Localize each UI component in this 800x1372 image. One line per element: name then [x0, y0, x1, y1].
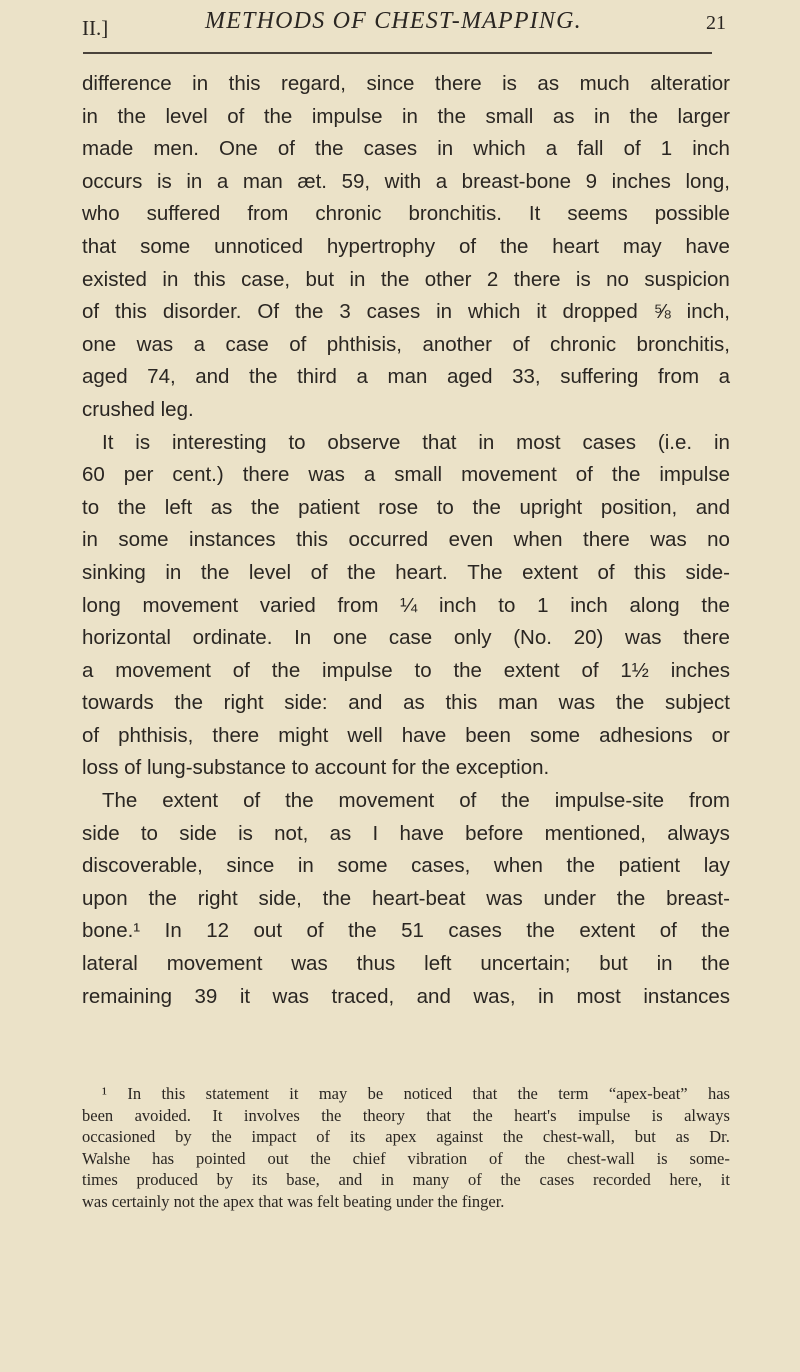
body-line: difference in this regard, since there is as much alteratior: [82, 72, 730, 95]
footnote-line: Walshe has pointed out the chief vibration of the chest-wall is some-: [82, 1148, 730, 1168]
body-line: remaining 39 it was traced, and was, in most instances: [82, 984, 730, 1008]
body-line: horizontal ordinate. In one case only (No. 20) was there: [82, 626, 730, 650]
body-line: occurs is in a man æt. 59, with a breast-bone 9 inches long,: [82, 169, 730, 193]
body-line: one was a case of phthisis, another of chronic bronchitis,: [82, 332, 730, 356]
body-text: [82, 68, 730, 1013]
body-line: in the level of the impulse in the small as in the larger: [82, 104, 730, 128]
body-line: lateral movement was thus left uncertain; but in the: [82, 952, 730, 976]
running-title: METHODS OF CHEST-MAPPING.: [205, 8, 582, 34]
body-line: long movement varied from ¼ inch to 1 inch along the: [82, 593, 730, 617]
body-line: who suffered from chronic bronchitis. It seems possible: [82, 202, 730, 226]
body-line: The extent of the movement of the impulse-site from: [102, 789, 730, 813]
body-line: It is interesting to observe that in most cases (i.e. in: [102, 430, 730, 454]
footnote: [82, 1083, 730, 1212]
body-line: of this disorder. Of the 3 cases in which it dropped ⅝ inch,: [82, 300, 730, 324]
chapter-marker: II.]: [82, 16, 109, 40]
page-number: 21: [706, 12, 726, 34]
body-line: sinking in the level of the heart. The extent of this side-: [82, 560, 730, 584]
footnote-line: occasioned by the impact of its apex against the chest-wall, but as Dr.: [82, 1127, 730, 1146]
body-line: that some unnoticed hypertrophy of the heart may have: [82, 234, 730, 258]
footnote-line: times produced by its base, and in many of the cases recorded here, it: [82, 1170, 730, 1189]
running-header: [82, 8, 726, 48]
body-line: 60 per cent.) there was a small movement of the impulse: [82, 463, 730, 487]
body-line: side to side is not, as I have before mentioned, always: [82, 821, 730, 845]
body-line: in some instances this occurred even when there was no: [82, 528, 730, 552]
body-line: bone.¹ In 12 out of the 51 cases the extent of the: [82, 919, 730, 943]
body-line: aged 74, and the third a man aged 33, suffering from a: [82, 365, 730, 389]
body-line: made men. One of the cases in which a fall of 1 inch: [82, 137, 730, 161]
header-rule: [83, 52, 712, 54]
body-line: crushed leg.: [82, 397, 194, 421]
footnote-line: was certainly not the apex that was felt beating under the finger.: [82, 1191, 505, 1211]
body-line: loss of lung-substance to account for the exception.: [82, 756, 550, 780]
footnote-line: ¹ In this statement it may be noticed that the term “apex-beat” has: [102, 1084, 730, 1103]
body-line: upon the right side, the heart-beat was under the breast-: [82, 886, 730, 910]
body-line: a movement of the impulse to the extent of 1½ inches: [82, 658, 730, 682]
footnote-line: been avoided. It involves the theory that the heart's impulse is always: [82, 1105, 730, 1125]
body-line: existed in this case, but in the other 2 there is no suspicion: [82, 267, 730, 291]
body-line: discoverable, since in some cases, when the patient lay: [82, 854, 730, 878]
body-line: to the left as the patient rose to the upright position, and: [82, 495, 730, 519]
body-line: of phthisis, there might well have been some adhesions or: [82, 723, 730, 747]
body-line: towards the right side: and as this man was the subject: [82, 691, 730, 715]
